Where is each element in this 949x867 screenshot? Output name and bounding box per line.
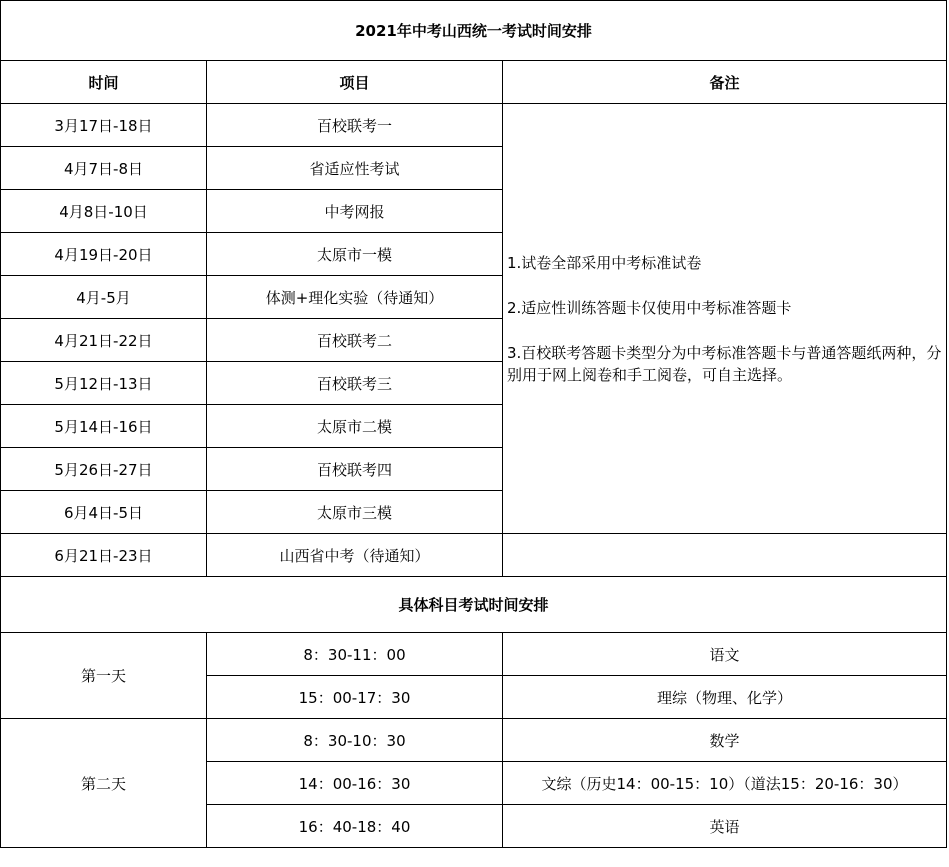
header-time: 时间: [1, 61, 207, 104]
row-item: 百校联考二: [207, 319, 503, 362]
row-time: 5月14日-16日: [1, 405, 207, 448]
row-item: 体测+理化实验（待通知）: [207, 276, 503, 319]
row-time: 4月7日-8日: [1, 147, 207, 190]
header-row: [1, 61, 947, 104]
note-item: 2.适应性训练答题卡仅使用中考标准答题卡: [507, 298, 792, 317]
note-item: 3.百校联考答题卡类型分为中考标准答题卡与普通答题纸两种，分别用于网上阅卷和手工阅卷，可自主选择。: [507, 343, 942, 384]
note-item: 1.试卷全部采用中考标准试卷: [507, 253, 702, 272]
row-item: 百校联考四: [207, 448, 503, 491]
row-item: 省适应性考试: [207, 147, 503, 190]
row-item: 百校联考三: [207, 362, 503, 405]
table-row: [1, 104, 947, 147]
session-subject: 理综（物理、化学）: [503, 676, 947, 719]
row-time: 5月26日-27日: [1, 448, 207, 491]
notes-cell: [503, 104, 947, 534]
empty-notes-cell: [503, 534, 947, 577]
session-subject: 文综（历史14：00-15：10）（道法15：20-16：30）: [503, 762, 947, 805]
row-time: 4月8日-10日: [1, 190, 207, 233]
day-label: 第一天: [1, 633, 207, 719]
row-item: 太原市一模: [207, 233, 503, 276]
subject-schedule-title-row: [1, 577, 947, 633]
section-title: 具体科目考试时间安排: [1, 577, 947, 633]
title-row: [1, 1, 947, 61]
session-time: 14：00-16：30: [207, 762, 503, 805]
row-item: 太原市三模: [207, 491, 503, 534]
row-item: 太原市二模: [207, 405, 503, 448]
row-item: 中考网报: [207, 190, 503, 233]
row-time: 4月21日-22日: [1, 319, 207, 362]
subject-row: [1, 719, 947, 762]
subject-row: [1, 633, 947, 676]
table-row: [1, 534, 947, 577]
row-time: 4月19日-20日: [1, 233, 207, 276]
row-time: 3月17日-18日: [1, 104, 207, 147]
session-subject: 数学: [503, 719, 947, 762]
session-time: 16：40-18：40: [207, 805, 503, 848]
header-item: 项目: [207, 61, 503, 104]
row-time: 5月12日-13日: [1, 362, 207, 405]
session-time: 8：30-10：30: [207, 719, 503, 762]
row-item: 山西省中考（待通知）: [207, 534, 503, 577]
row-item: 百校联考一: [207, 104, 503, 147]
row-time: 6月4日-5日: [1, 491, 207, 534]
session-time: 15：00-17：30: [207, 676, 503, 719]
header-notes: 备注: [503, 61, 947, 104]
page-title: 2021年中考山西统一考试时间安排: [1, 1, 947, 61]
session-subject: 语文: [503, 633, 947, 676]
row-time: 6月21日-23日: [1, 534, 207, 577]
day-label: 第二天: [1, 719, 207, 848]
row-time: 4月-5月: [1, 276, 207, 319]
session-subject: 英语: [503, 805, 947, 848]
session-time: 8：30-11：00: [207, 633, 503, 676]
